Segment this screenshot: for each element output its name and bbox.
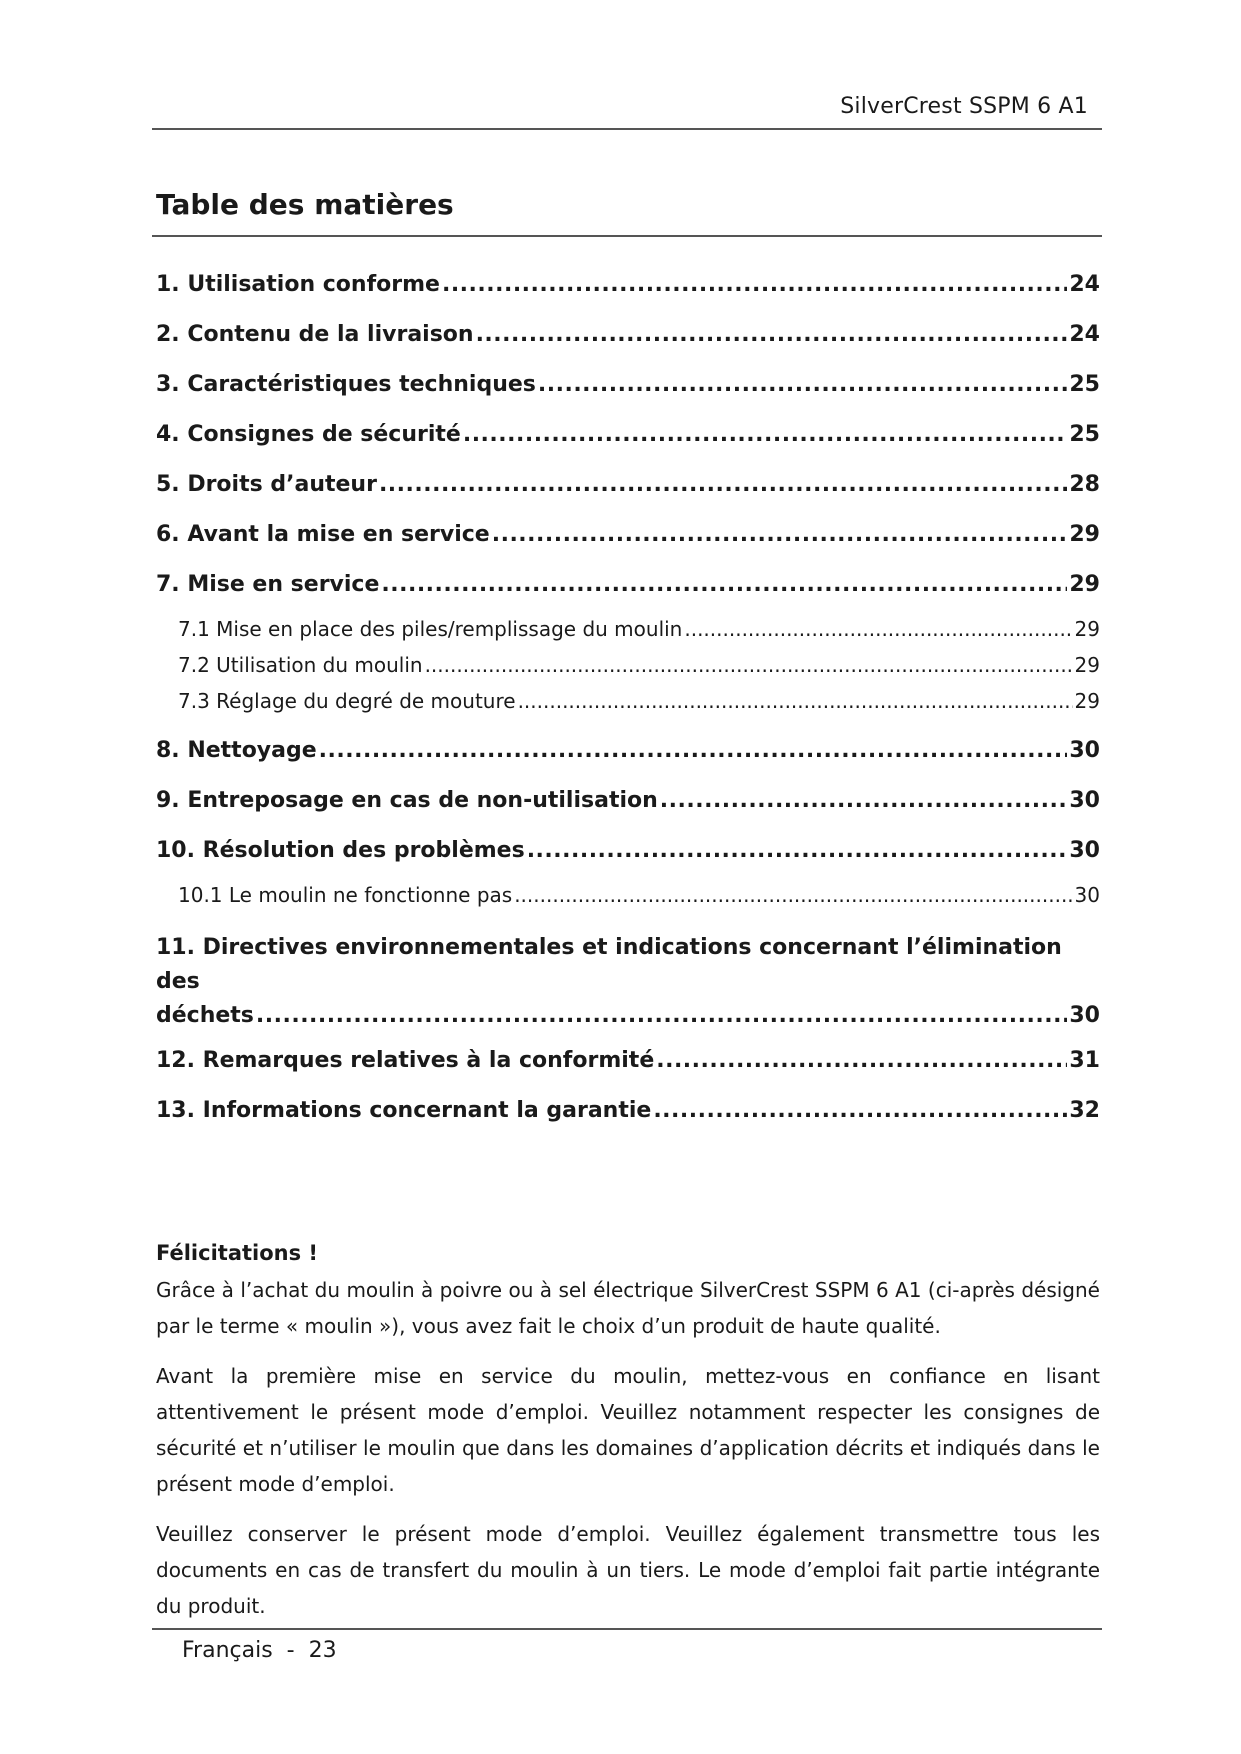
toc-entry-13[interactable] <box>156 1097 1100 1125</box>
toc-subentry-label: 7.1 Mise en place des piles/remplissage du moulin <box>178 617 683 641</box>
toc-subentry-7-1[interactable] <box>156 611 1100 647</box>
toc-leader-dots <box>381 571 1067 599</box>
toc-entry-5[interactable] <box>156 471 1100 499</box>
toc-leader-dots <box>463 421 1068 449</box>
toc-leader-dots <box>379 471 1067 499</box>
toc-entry-page: 25 <box>1069 372 1100 397</box>
toc-leader-dots <box>442 271 1067 299</box>
intro-paragraph: Veuillez conserver le présent mode d’emploi. Veuillez également transmettre tous les documents en cas de transfert du moulin à un tiers. Le mode d’emploi fait partie intégrante du produit. <box>156 1522 1100 1618</box>
toc-subentry-page: 29 <box>1074 617 1100 641</box>
toc-subentry-label: 7.2 Utilisation du moulin <box>178 653 423 677</box>
toc-entry-page: 24 <box>1069 322 1100 347</box>
intro-paragraph: Grâce à l’achat du moulin à poivre ou à sel électrique SilverCrest SSPM 6 A1 (ci-après désigné par le terme « moulin »), vous avez fait le choix d’un produit de haute qualité. <box>156 1278 1100 1338</box>
toc-subentries-10 <box>156 877 1100 913</box>
toc-subentry-label: 10.1 Le moulin ne fonctionne pas <box>178 883 513 907</box>
intro-heading: Félicitations ! <box>156 1241 318 1265</box>
toc-entry-label-line2: déchets <box>156 1003 254 1028</box>
toc-entry-label: 10. Résolution des problèmes <box>156 838 525 863</box>
toc-entry-page: 30 <box>1069 838 1100 863</box>
toc-entry-9[interactable] <box>156 787 1100 815</box>
toc-leader-dots <box>476 321 1068 349</box>
toc-leader-dots <box>527 837 1068 865</box>
toc-entry-8[interactable] <box>156 737 1100 765</box>
toc-entry-3[interactable] <box>156 371 1100 399</box>
toc-subentry-page: 29 <box>1074 653 1100 677</box>
toc-entry-label: 3. Caractéristiques techniques <box>156 372 536 397</box>
toc-leader-dots <box>256 999 1067 1033</box>
page-header <box>152 88 1102 130</box>
toc-entry-page: 32 <box>1069 1098 1100 1123</box>
header-product-name: SilverCrest SSPM 6 A1 <box>840 94 1088 119</box>
toc-leader-dots <box>518 683 1073 719</box>
toc-entry-label: 7. Mise en service <box>156 572 380 597</box>
toc-subentry-page: 30 <box>1074 883 1100 907</box>
toc-entry-page: 25 <box>1069 422 1100 447</box>
toc-entry-page: 30 <box>1069 738 1100 763</box>
toc-entry-label: 8. Nettoyage <box>156 738 317 763</box>
title-divider <box>152 235 1102 237</box>
toc-entry-11[interactable] <box>156 931 1100 1033</box>
toc-leader-dots <box>492 521 1068 549</box>
toc-subentry-page: 29 <box>1074 689 1100 713</box>
toc-entry-label-line1: 11. Directives environnementales et indications concernant l’élimination des <box>156 935 1062 994</box>
toc-entry-line2 <box>156 999 1100 1033</box>
toc-entry-2[interactable] <box>156 321 1100 349</box>
toc-entry-1[interactable] <box>156 271 1100 299</box>
toc-subentry-10-1[interactable] <box>156 877 1100 913</box>
header-divider <box>152 128 1102 130</box>
toc-entry-label: 2. Contenu de la livraison <box>156 322 474 347</box>
toc-entry-page: 24 <box>1069 272 1100 297</box>
toc-entry-label: 5. Droits d’auteur <box>156 472 377 497</box>
toc-entry-label: 9. Entreposage en cas de non-utilisation <box>156 788 658 813</box>
toc-leader-dots <box>656 1047 1067 1075</box>
toc-entry-label: 6. Avant la mise en service <box>156 522 490 547</box>
toc-subentry-label: 7.3 Réglage du degré de mouture <box>178 689 516 713</box>
footer-page-number: Français - 23 <box>182 1638 337 1663</box>
toc-entry-page: 30 <box>1069 788 1100 813</box>
toc-leader-dots <box>660 787 1068 815</box>
toc-leader-dots <box>538 371 1067 399</box>
toc-title: Table des matières <box>156 188 454 221</box>
intro-section <box>156 1236 1100 1638</box>
toc-entry-page: 30 <box>1069 1003 1100 1028</box>
toc-leader-dots <box>319 737 1068 765</box>
toc-entry-4[interactable] <box>156 421 1100 449</box>
toc-entry-page: 28 <box>1069 472 1100 497</box>
toc-entry-12[interactable] <box>156 1047 1100 1075</box>
toc-leader-dots <box>684 611 1072 647</box>
intro-paragraph: Avant la première mise en service du moulin, mettez-vous en confiance en lisant attentivement le présent mode d’emploi. Veuillez notamment respecter les consignes de sécurité et n’utiliser le moulin que dans les domaines d’application décrits et indiqués dans le présent mode d’emploi. <box>156 1364 1100 1496</box>
toc-subentries-7 <box>156 611 1100 719</box>
toc-subentry-7-3[interactable] <box>156 683 1100 719</box>
toc-leader-dots <box>514 877 1072 913</box>
toc-entry-label: 13. Informations concernant la garantie <box>156 1098 652 1123</box>
toc-entry-7[interactable] <box>156 571 1100 599</box>
toc-entry-label: 4. Consignes de sécurité <box>156 422 461 447</box>
toc-leader-dots <box>653 1097 1067 1125</box>
toc-entry-page: 29 <box>1069 522 1100 547</box>
toc-entry-page: 31 <box>1069 1048 1100 1073</box>
table-of-contents <box>156 271 1100 1147</box>
toc-entry-page: 29 <box>1069 572 1100 597</box>
toc-entry-10[interactable] <box>156 837 1100 865</box>
toc-leader-dots <box>425 647 1073 683</box>
toc-entry-label: 12. Remarques relatives à la conformité <box>156 1048 655 1073</box>
toc-subentry-7-2[interactable] <box>156 647 1100 683</box>
footer-divider <box>152 1628 1102 1630</box>
toc-entry-6[interactable] <box>156 521 1100 549</box>
toc-entry-label: 1. Utilisation conforme <box>156 272 440 297</box>
